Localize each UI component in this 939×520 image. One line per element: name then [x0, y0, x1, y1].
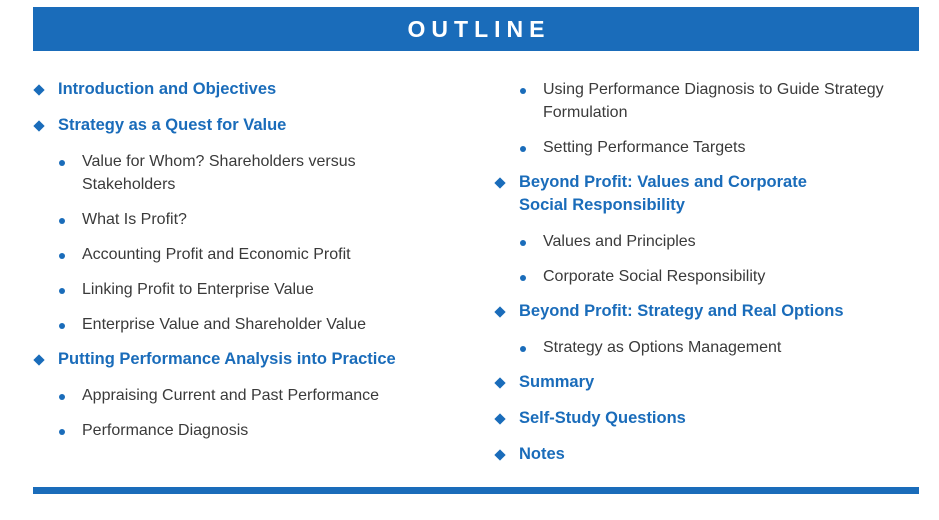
- diamond-bullet-icon: [494, 177, 505, 188]
- diamond-bullet-icon: [33, 354, 44, 365]
- outline-item: [494, 407, 914, 430]
- outline-item: [33, 114, 453, 137]
- outline-item-text: Setting Performance Targets: [543, 139, 746, 156]
- dot-bullet-icon: [520, 240, 526, 246]
- outline-item: [33, 78, 453, 101]
- dot-bullet-icon: [59, 218, 65, 224]
- outline-item-text: Using Performance Diagnosis to Guide Strategy Formulation: [543, 81, 884, 121]
- outline-item-text: Corporate Social Responsibility: [543, 268, 766, 285]
- outline-item-text: Putting Performance Analysis into Practice: [58, 350, 396, 368]
- diamond-bullet-icon: [33, 84, 44, 95]
- outline-item-text: Performance Diagnosis: [82, 422, 249, 439]
- outline-item: [494, 443, 914, 466]
- outline-item: [494, 300, 914, 323]
- diamond-bullet-icon: [494, 377, 505, 388]
- dot-bullet-icon: [59, 288, 65, 294]
- outline-item-text: Strategy as a Quest for Value: [58, 116, 287, 134]
- diamond-bullet-icon: [494, 413, 505, 424]
- outline-item-text: What Is Profit?: [82, 211, 187, 228]
- outline-item-text: Self-Study Questions: [519, 409, 686, 427]
- outline-subitem: [494, 78, 938, 124]
- dot-bullet-icon: [520, 146, 526, 152]
- outline-item-text: Enterprise Value and Shareholder Value: [82, 316, 367, 333]
- header-bar: [33, 7, 919, 51]
- dot-bullet-icon: [520, 346, 526, 352]
- page-title: OUTLINE: [407, 15, 551, 42]
- outline-item: [494, 371, 914, 394]
- dot-bullet-icon: [59, 253, 65, 259]
- outline-item-text: Accounting Profit and Economic Profit: [82, 246, 351, 263]
- outline-right-column: [494, 78, 914, 479]
- dot-bullet-icon: [59, 429, 65, 435]
- outline-subitem: [494, 336, 914, 359]
- diamond-bullet-icon: [494, 449, 505, 460]
- outline-item-text: Appraising Current and Past Performance: [82, 387, 380, 404]
- outline-subitem: [494, 230, 914, 253]
- outline-item-text: Strategy as Options Management: [543, 339, 782, 356]
- outline-subitem: [494, 265, 914, 288]
- dot-bullet-icon: [520, 275, 526, 281]
- dot-bullet-icon: [59, 394, 65, 400]
- outline-item-text: Summary: [519, 373, 595, 391]
- diamond-bullet-icon: [494, 306, 505, 317]
- outline-subitem: [494, 136, 914, 159]
- bottom-rule: [33, 487, 919, 494]
- outline-item: [494, 171, 839, 217]
- outline-item-text: Introduction and Objectives: [58, 80, 277, 98]
- outline-subitem: [33, 278, 453, 301]
- dot-bullet-icon: [520, 88, 526, 94]
- diamond-bullet-icon: [33, 120, 44, 131]
- outline-item-text: Beyond Profit: Strategy and Real Options: [519, 302, 844, 320]
- outline-item-text: Values and Principles: [543, 233, 696, 250]
- outline-subitem: [33, 313, 382, 336]
- outline-subitem: [33, 150, 382, 196]
- dot-bullet-icon: [59, 323, 65, 329]
- outline-item: [33, 348, 453, 371]
- outline-item-text: Value for Whom? Shareholders versus Stakeholders: [82, 153, 356, 193]
- outline-subitem: [33, 384, 453, 407]
- outline-item-text: Linking Profit to Enterprise Value: [82, 281, 314, 298]
- dot-bullet-icon: [59, 160, 65, 166]
- outline-subitem: [33, 419, 453, 442]
- outline-subitem: [33, 243, 453, 266]
- outline-subitem: [33, 208, 453, 231]
- outline-item-text: Beyond Profit: Values and Corporate Social Responsibility: [519, 173, 807, 214]
- outline-left-column: [33, 78, 453, 454]
- outline-item-text: Notes: [519, 445, 565, 463]
